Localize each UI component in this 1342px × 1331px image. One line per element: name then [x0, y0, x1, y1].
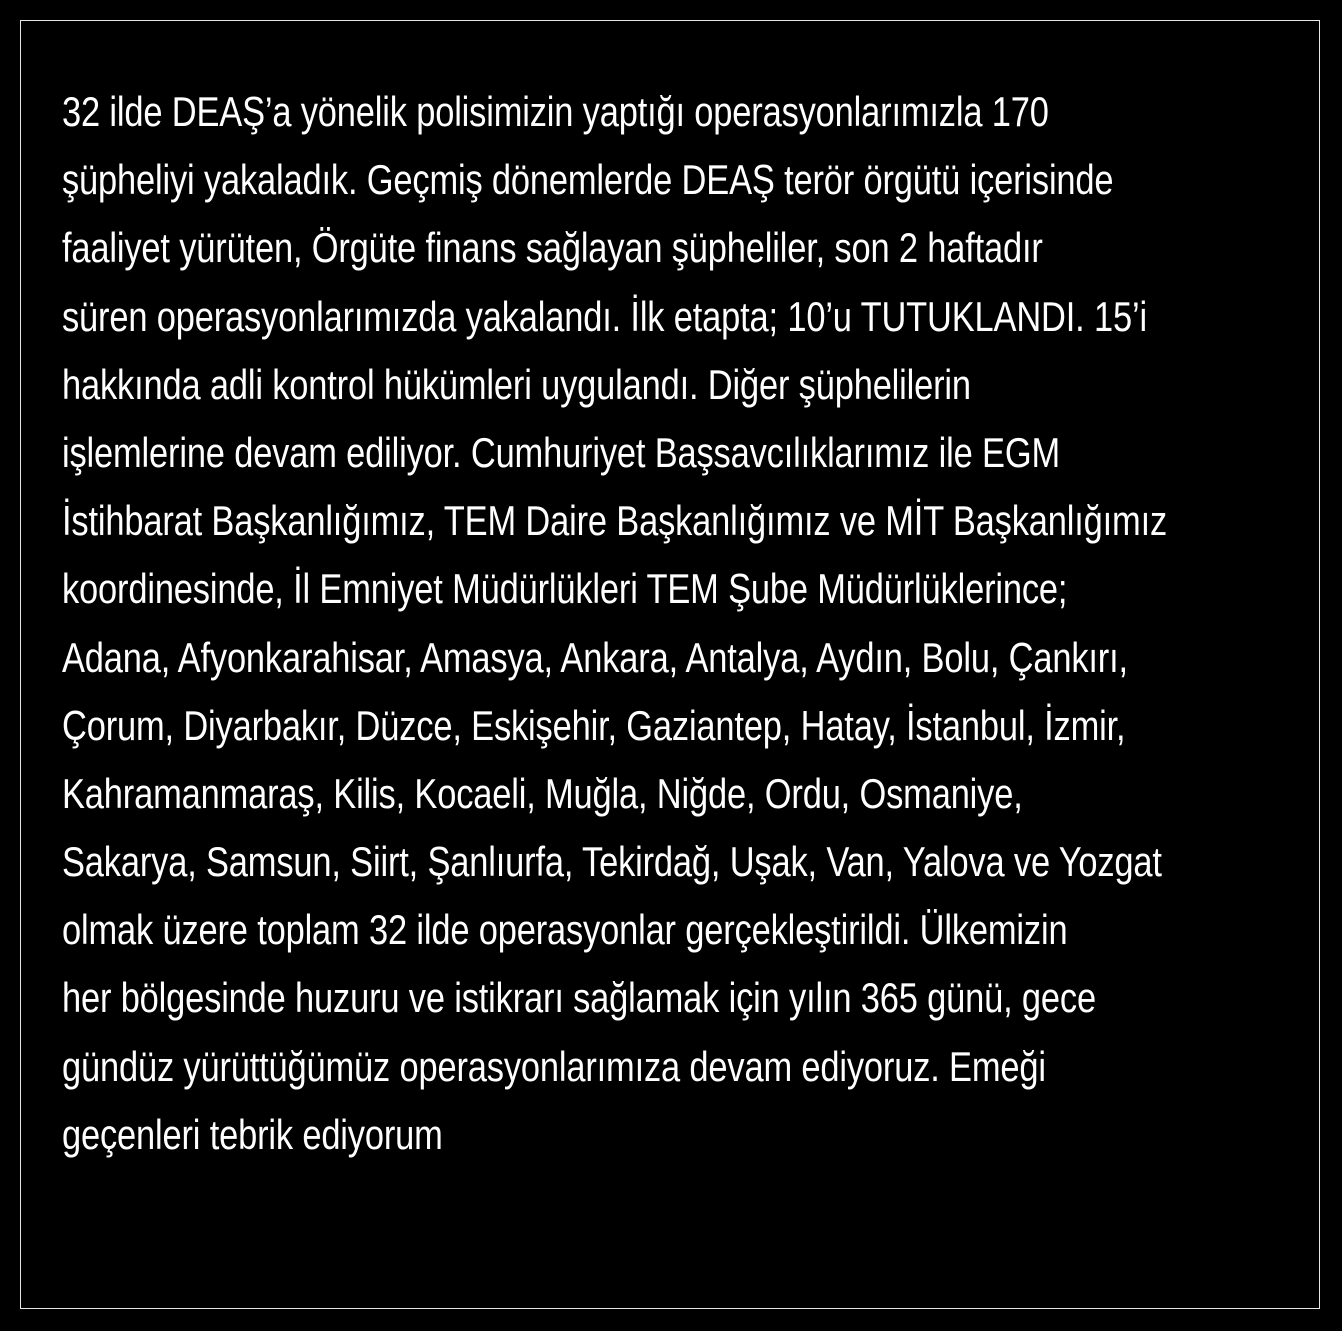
statement-line: 32 ilde DEAŞ’a yönelik polisimizin yaptığı operasyonlarımızla 170: [62, 88, 1049, 135]
statement-line: Çorum, Diyarbakır, Düzce, Eskişehir, Gaziantep, Hatay, İstanbul, İzmir,: [62, 701, 1126, 749]
statement-line: Kahramanmaraş, Kilis, Kocaeli, Muğla, Niğde, Ordu, Osmaniye,: [62, 769, 1023, 817]
statement-line: süren operasyonlarımızda yakalandı. İlk etapta; 10’u TUTUKLANDI. 15’i: [62, 292, 1147, 340]
statement-line: Adana, Afyonkarahisar, Amasya, Ankara, Antalya, Aydın, Bolu, Çankırı,: [62, 633, 1128, 681]
statement-line: Sakarya, Samsun, Siirt, Şanlıurfa, Tekirdağ, Uşak, Van, Yalova ve Yozgat: [62, 838, 1162, 886]
statement-line: her bölgesinde huzuru ve istikrarı sağlamak için yılın 365 günü, gece: [62, 974, 1096, 1022]
statement-line: faaliyet yürüten, Örgüte finans sağlayan şüpheliler, son 2 haftadır: [62, 224, 1043, 272]
statement-line: şüpheliyi yakaladık. Geçmiş dönemlerde DEAŞ terör örgütü içerisinde: [62, 156, 1114, 204]
statement-line: İstihbarat Başkanlığımız, TEM Daire Başkanlığımız ve MİT Başkanlığımız: [62, 497, 1168, 545]
statement-line: gündüz yürüttüğümüz operasyonlarımıza devam ediyoruz. Emeği: [62, 1042, 1046, 1090]
statement-line: işlemlerine devam ediliyor. Cumhuriyet Başsavcılıklarımız ile EGM: [62, 428, 1060, 476]
statement-text: [62, 78, 1302, 1169]
statement-line: geçenleri tebrik ediyorum: [62, 1110, 443, 1158]
statement-line: koordinesinde, İl Emniyet Müdürlükleri TEM Şube Müdürlüklerince;: [62, 565, 1068, 613]
statement-line: hakkında adli kontrol hükümleri uygulandı. Diğer şüphelilerin: [62, 360, 971, 408]
statement-line: olmak üzere toplam 32 ilde operasyonlar gerçekleştirildi. Ülkemizin: [62, 906, 1068, 954]
